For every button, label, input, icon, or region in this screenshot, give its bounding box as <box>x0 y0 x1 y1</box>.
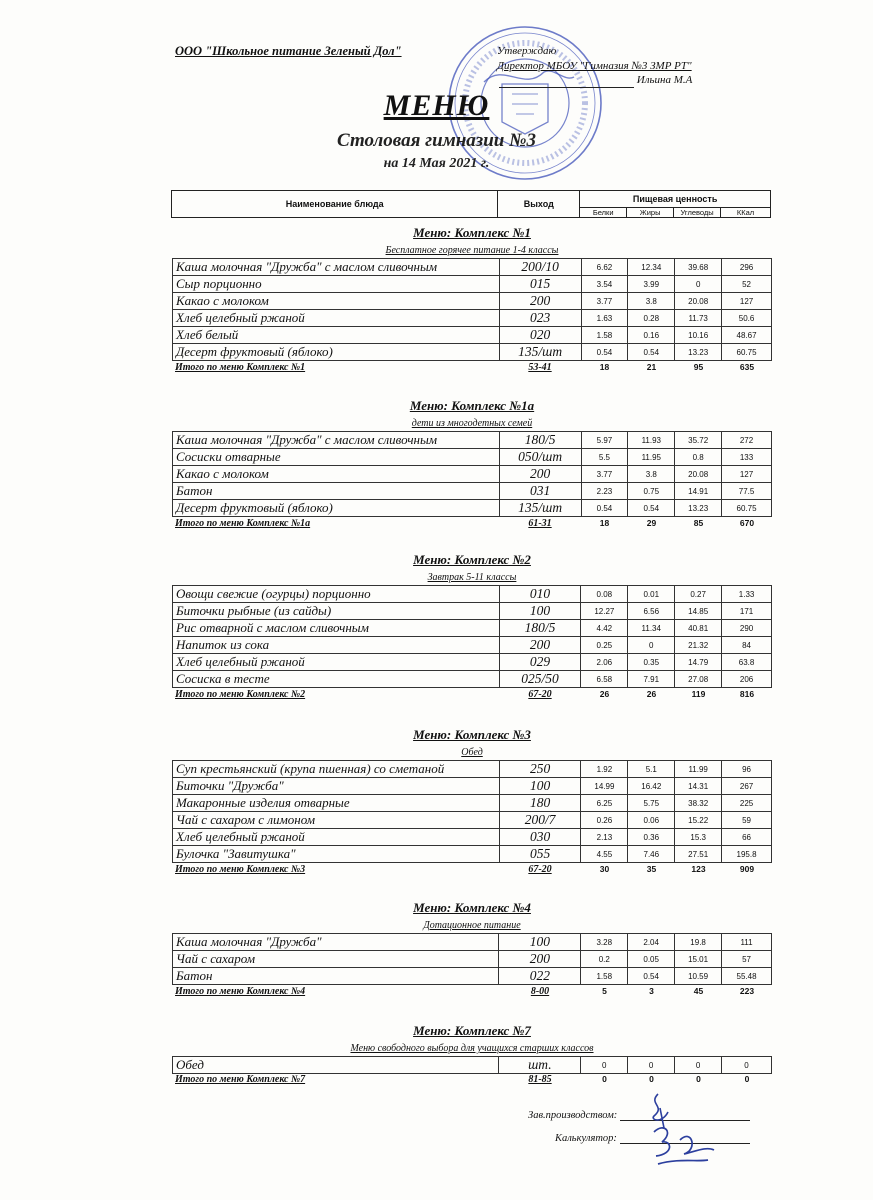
dish-carbs: 10.16 <box>675 327 722 344</box>
dish-table <box>172 1056 772 1074</box>
dish-name: Какао с молоком <box>173 293 500 310</box>
dish-fat: 7.46 <box>628 846 675 863</box>
dish-row <box>173 934 772 951</box>
total-kcal: 909 <box>739 864 755 875</box>
total-output: 53-41 <box>528 362 552 374</box>
dish-kcal: 60.75 <box>722 344 772 361</box>
dish-kcal: 1.33 <box>722 586 772 603</box>
section-subtitle: Бесплатное горячее питание 1-4 классы <box>385 245 559 256</box>
dish-fat: 12.34 <box>628 259 675 276</box>
dish-name: Какао с молоком <box>173 466 500 483</box>
dish-name: Каша молочная "Дружба" с маслом сливочным <box>173 432 500 449</box>
section-title: Меню: Комплекс №1а <box>409 398 535 413</box>
dish-kcal: 63.8 <box>722 654 772 671</box>
dish-carbs: 35.72 <box>675 432 722 449</box>
dish-protein: 3.54 <box>581 276 628 293</box>
dish-carbs: 0.27 <box>675 586 722 603</box>
dish-output: 030 <box>499 829 581 846</box>
total-kcal: 635 <box>739 362 755 373</box>
dish-output: 200/10 <box>499 259 581 276</box>
header-protein: Белки <box>580 207 627 217</box>
dish-protein: 0.25 <box>581 637 628 654</box>
dish-protein: 4.42 <box>581 620 628 637</box>
dish-protein: 3.77 <box>581 466 628 483</box>
total-carbs: 85 <box>693 518 704 528</box>
section-title: Меню: Комплекс №1 <box>413 225 531 240</box>
company-name: ООО "Школьное питание Зеленый Дол" <box>175 44 402 58</box>
dish-kcal: 59 <box>722 812 772 829</box>
dish-carbs: 15.22 <box>675 812 722 829</box>
dish-output: шт. <box>499 1057 581 1074</box>
dish-carbs: 20.08 <box>675 466 722 483</box>
dish-fat: 11.95 <box>628 449 675 466</box>
dish-kcal: 225 <box>722 795 772 812</box>
dish-protein: 2.13 <box>581 829 628 846</box>
dish-table <box>172 585 772 688</box>
dish-protein: 1.58 <box>581 968 628 985</box>
dish-protein: 3.28 <box>581 934 628 951</box>
dish-fat: 3.8 <box>628 293 675 310</box>
dish-fat: 6.56 <box>628 603 675 620</box>
dish-output: 025/50 <box>499 671 581 688</box>
dish-carbs: 19.8 <box>675 934 722 951</box>
total-fat: 0 <box>649 1074 654 1085</box>
total-label: Итого по меню Комплекс №1 <box>175 362 306 374</box>
dish-output: 010 <box>499 586 581 603</box>
dish-name: Макаронные изделия отварные <box>173 795 500 812</box>
dish-name: Каша молочная "Дружба" <box>173 934 499 951</box>
dish-carbs: 0 <box>675 1057 722 1074</box>
dish-fat: 7.91 <box>628 671 675 688</box>
dish-name: Рис отварной с маслом сливочным <box>173 620 500 637</box>
dish-row <box>173 829 772 846</box>
dish-fat: 11.93 <box>628 432 675 449</box>
header-fat: Жиры <box>627 207 674 217</box>
header-output: Выход <box>498 191 580 218</box>
dish-name: Хлеб целебный ржаной <box>173 310 500 327</box>
total-carbs: 95 <box>693 362 704 373</box>
total-output: 67-20 <box>528 689 552 701</box>
dish-row <box>173 795 772 812</box>
dish-row <box>173 1057 772 1074</box>
production-label: Зав.производством: <box>528 1110 618 1121</box>
section-title: Меню: Комплекс №4 <box>413 900 531 915</box>
dish-carbs: 15.01 <box>675 951 722 968</box>
dish-kcal: 55.48 <box>722 968 772 985</box>
dish-carbs: 0 <box>675 276 722 293</box>
dish-fat: 3.99 <box>628 276 675 293</box>
dish-kcal: 127 <box>722 293 772 310</box>
dish-output: 180 <box>499 795 581 812</box>
dish-row <box>173 310 772 327</box>
dish-row <box>173 603 772 620</box>
dish-kcal: 267 <box>722 778 772 795</box>
dish-kcal: 133 <box>722 449 772 466</box>
dish-protein: 6.58 <box>581 671 628 688</box>
dish-carbs: 27.51 <box>675 846 722 863</box>
dish-protein: 0.26 <box>581 812 628 829</box>
dish-output: 100 <box>499 778 581 795</box>
total-label: Итого по меню Комплекс №1а <box>175 518 311 529</box>
dish-protein: 4.55 <box>581 846 628 863</box>
total-protein: 5 <box>602 985 607 996</box>
total-output: 61-31 <box>528 518 552 529</box>
dish-kcal: 50.6 <box>722 310 772 327</box>
dish-row <box>173 637 772 654</box>
dish-table <box>172 258 772 361</box>
dish-protein: 2.06 <box>581 654 628 671</box>
dish-row <box>173 327 772 344</box>
total-label: Итого по меню Комплекс №2 <box>175 689 306 701</box>
calculator-signature-mark <box>648 1120 718 1170</box>
section-subtitle: Завтрак 5-11 классы <box>427 572 517 583</box>
dish-output: 180/5 <box>499 432 581 449</box>
dish-output: 200 <box>499 466 581 483</box>
section-subtitle: Обед <box>461 747 483 758</box>
dish-carbs: 39.68 <box>675 259 722 276</box>
dish-protein: 1.58 <box>581 327 628 344</box>
dish-name: Чай с сахаром <box>173 951 499 968</box>
dish-kcal: 195.8 <box>722 846 772 863</box>
dish-kcal: 77.5 <box>722 483 772 500</box>
dish-name: Десерт фруктовый (яблоко) <box>173 500 500 517</box>
dish-output: 200 <box>499 637 581 654</box>
dish-row <box>173 968 772 985</box>
section-subtitle: Дотационное питание <box>423 920 521 931</box>
dish-fat: 0.06 <box>628 812 675 829</box>
dish-row <box>173 500 772 517</box>
dish-output: 031 <box>499 483 581 500</box>
total-label: Итого по меню Комплекс №3 <box>175 864 306 876</box>
dish-protein: 0 <box>581 1057 628 1074</box>
dish-output: 020 <box>499 327 581 344</box>
dish-name: Суп крестьянский (крупа пшенная) со сметаной <box>173 761 500 778</box>
total-label: Итого по меню Комплекс №4 <box>175 985 306 997</box>
dish-fat: 0.75 <box>628 483 675 500</box>
dish-kcal: 272 <box>722 432 772 449</box>
dish-table <box>172 760 772 863</box>
dish-row <box>173 812 772 829</box>
section-total <box>172 1074 772 1087</box>
total-output: 67-20 <box>528 864 552 876</box>
dish-protein: 14.99 <box>581 778 628 795</box>
total-protein: 18 <box>599 362 610 373</box>
dish-kcal: 171 <box>722 603 772 620</box>
total-fat: 3 <box>649 985 654 996</box>
dish-output: 022 <box>499 968 581 985</box>
dish-carbs: 15.3 <box>675 829 722 846</box>
dish-carbs: 27.08 <box>675 671 722 688</box>
dish-row <box>173 654 772 671</box>
dish-row <box>173 344 772 361</box>
dish-carbs: 14.85 <box>675 603 722 620</box>
dish-row <box>173 951 772 968</box>
dish-fat: 0.35 <box>628 654 675 671</box>
header-dish-name: Наименование блюда <box>172 191 498 218</box>
dish-kcal: 290 <box>722 620 772 637</box>
section-total <box>172 864 772 877</box>
total-kcal: 816 <box>739 689 755 700</box>
dish-protein: 1.63 <box>581 310 628 327</box>
dish-output: 029 <box>499 654 581 671</box>
section-total <box>172 518 772 531</box>
dish-carbs: 21.32 <box>675 637 722 654</box>
dish-protein: 6.62 <box>581 259 628 276</box>
director-name: Ильина М.А <box>636 74 693 86</box>
dish-name: Овощи свежие (огурцы) порционно <box>173 586 500 603</box>
dish-kcal: 66 <box>722 829 772 846</box>
dish-name: Булочка "Завитушка" <box>173 846 500 863</box>
dish-kcal: 52 <box>722 276 772 293</box>
dish-output: 023 <box>499 310 581 327</box>
dish-kcal: 111 <box>722 934 772 951</box>
section-subtitle: дети из многодетных семей <box>411 418 533 429</box>
dish-kcal: 0 <box>722 1057 772 1074</box>
dish-carbs: 20.08 <box>675 293 722 310</box>
dish-output: 200 <box>499 293 581 310</box>
dish-output: 180/5 <box>499 620 581 637</box>
dish-carbs: 14.79 <box>675 654 722 671</box>
dish-name: Сосиски отварные <box>173 449 500 466</box>
dish-carbs: 10.59 <box>675 968 722 985</box>
dish-fat: 0.54 <box>628 968 675 985</box>
dish-protein: 6.25 <box>581 795 628 812</box>
section-subtitle: Меню свободного выбора для учащихся старших классов <box>350 1043 594 1054</box>
dish-fat: 0.01 <box>628 586 675 603</box>
dish-row <box>173 846 772 863</box>
dish-fat: 0.16 <box>628 327 675 344</box>
header-carbs: Углеводы <box>674 207 721 217</box>
dish-protein: 0.2 <box>581 951 628 968</box>
dish-fat: 2.04 <box>628 934 675 951</box>
dish-output: 250 <box>499 761 581 778</box>
total-carbs: 0 <box>696 1074 701 1085</box>
dish-kcal: 84 <box>722 637 772 654</box>
dish-row <box>173 466 772 483</box>
section-total <box>172 986 772 999</box>
approve-label: Утверждаю <box>497 45 557 57</box>
dish-protein: 1.92 <box>581 761 628 778</box>
dish-name: Батон <box>173 483 500 500</box>
dish-carbs: 40.81 <box>675 620 722 637</box>
dish-output: 100 <box>499 934 581 951</box>
dish-table <box>172 933 772 985</box>
dish-carbs: 0.8 <box>675 449 722 466</box>
section-title: Меню: Комплекс №7 <box>413 1023 531 1038</box>
dish-fat: 0 <box>628 1057 675 1074</box>
total-output: 81-85 <box>528 1074 552 1086</box>
total-fat: 26 <box>646 689 657 700</box>
header-nutrition: Пищевая ценность <box>580 191 771 208</box>
dish-fat: 5.1 <box>628 761 675 778</box>
dish-fat: 0.36 <box>628 829 675 846</box>
dish-fat: 16.42 <box>628 778 675 795</box>
dish-row <box>173 259 772 276</box>
dish-row <box>173 586 772 603</box>
dish-row <box>173 671 772 688</box>
dish-row <box>173 620 772 637</box>
dish-row <box>173 483 772 500</box>
dish-kcal: 96 <box>722 761 772 778</box>
dish-protein: 5.5 <box>581 449 628 466</box>
section-title: Меню: Комплекс №2 <box>413 552 531 567</box>
dish-protein: 2.23 <box>581 483 628 500</box>
dish-output: 100 <box>499 603 581 620</box>
dish-protein: 12.27 <box>581 603 628 620</box>
dish-name: Хлеб белый <box>173 327 500 344</box>
dish-fat: 0.28 <box>628 310 675 327</box>
total-protein: 0 <box>602 1074 607 1085</box>
total-kcal: 223 <box>739 985 755 996</box>
dish-kcal: 48.67 <box>722 327 772 344</box>
dish-output: 050/шт <box>499 449 581 466</box>
dish-protein: 0.54 <box>581 500 628 517</box>
dish-row <box>173 449 772 466</box>
dish-kcal: 127 <box>722 466 772 483</box>
dish-output: 200/7 <box>499 812 581 829</box>
dish-output: 135/шт <box>499 344 581 361</box>
dish-name: Биточки рыбные (из сайды) <box>173 603 500 620</box>
total-carbs: 119 <box>691 689 706 700</box>
total-output: 8-00 <box>530 985 550 997</box>
dish-output: 015 <box>499 276 581 293</box>
dish-carbs: 11.99 <box>675 761 722 778</box>
dish-name: Каша молочная "Дружба" с маслом сливочным <box>173 259 500 276</box>
dish-fat: 0.54 <box>628 344 675 361</box>
section-total <box>172 362 772 375</box>
page-subtitle: Столовая гимназии №3 <box>337 130 536 151</box>
dish-carbs: 14.31 <box>675 778 722 795</box>
menu-date: на 14 Мая 2021 г. <box>383 156 490 171</box>
dish-fat: 0.54 <box>628 500 675 517</box>
dish-row <box>173 276 772 293</box>
dish-table <box>172 431 772 517</box>
dish-output: 055 <box>499 846 581 863</box>
header-kcal: ККал <box>721 207 771 217</box>
dish-name: Батон <box>173 968 499 985</box>
dish-row <box>173 432 772 449</box>
dish-name: Сыр порционно <box>173 276 500 293</box>
dish-protein: 5.97 <box>581 432 628 449</box>
dish-carbs: 14.91 <box>675 483 722 500</box>
dish-carbs: 13.23 <box>675 344 722 361</box>
total-protein: 18 <box>599 518 610 528</box>
dish-carbs: 11.73 <box>675 310 722 327</box>
calculator-label: Калькулятор: <box>555 1133 617 1144</box>
dish-fat: 0.05 <box>628 951 675 968</box>
dish-carbs: 38.32 <box>675 795 722 812</box>
director-title: Директор МБОУ "Гимназия №3 ЗМР РТ" <box>497 59 692 72</box>
dish-kcal: 296 <box>722 259 772 276</box>
dish-output: 200 <box>499 951 581 968</box>
dish-protein: 0.54 <box>581 344 628 361</box>
dish-kcal: 57 <box>722 951 772 968</box>
dish-kcal: 60.75 <box>722 500 772 517</box>
dish-name: Хлеб целебный ржаной <box>173 654 500 671</box>
dish-kcal: 206 <box>722 671 772 688</box>
table-header <box>171 190 771 218</box>
dish-name: Десерт фруктовый (яблоко) <box>173 344 500 361</box>
dish-name: Биточки "Дружба" <box>173 778 500 795</box>
total-protein: 26 <box>599 689 610 700</box>
dish-carbs: 13.23 <box>675 500 722 517</box>
dish-name: Хлеб целебный ржаной <box>173 829 500 846</box>
total-carbs: 123 <box>691 864 706 875</box>
section-title: Меню: Комплекс №3 <box>413 727 531 742</box>
total-kcal: 0 <box>744 1074 750 1085</box>
total-fat: 35 <box>646 864 657 875</box>
dish-fat: 3.8 <box>628 466 675 483</box>
dish-protein: 3.77 <box>581 293 628 310</box>
dish-row <box>173 293 772 310</box>
total-fat: 29 <box>646 518 657 528</box>
dish-protein: 0.08 <box>581 586 628 603</box>
total-fat: 21 <box>646 362 657 373</box>
approval-block <box>497 44 737 88</box>
dish-name: Напиток из сока <box>173 637 500 654</box>
total-label: Итого по меню Комплекс №7 <box>175 1074 306 1086</box>
dish-name: Обед <box>173 1057 499 1074</box>
dish-fat: 0 <box>628 637 675 654</box>
total-protein: 30 <box>599 864 610 875</box>
dish-row <box>173 778 772 795</box>
section-total <box>172 689 772 702</box>
dish-fat: 5.75 <box>628 795 675 812</box>
dish-output: 135/шт <box>499 500 581 517</box>
dish-name: Сосиска в тесте <box>173 671 500 688</box>
dish-name: Чай с сахаром с лимоном <box>173 812 500 829</box>
dish-fat: 11.34 <box>628 620 675 637</box>
dish-row <box>173 761 772 778</box>
total-carbs: 45 <box>693 985 704 996</box>
page-title: МЕНЮ <box>383 89 490 122</box>
total-kcal: 670 <box>739 518 755 528</box>
director-signature-line <box>499 76 634 88</box>
